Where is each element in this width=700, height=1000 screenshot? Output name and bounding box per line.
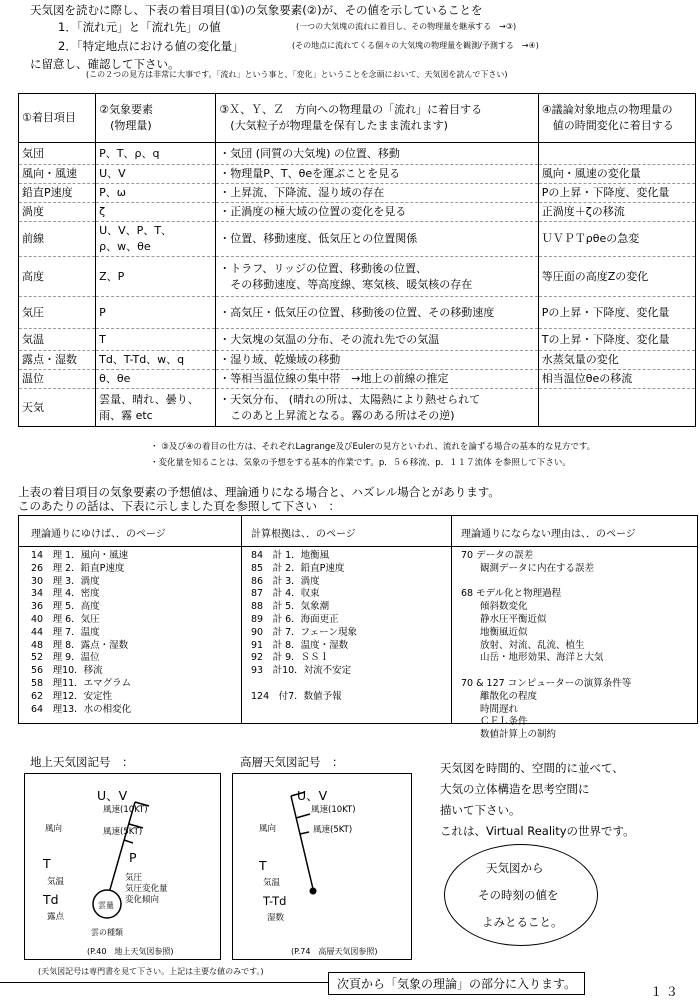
cell-item: 前線 [19, 222, 96, 257]
cell-item: 露点・湿数 [19, 351, 96, 370]
table-row [19, 297, 696, 329]
right-line1: 天気図を時間的、空間的に並べて、 [440, 761, 624, 775]
intro-line4: に留意し、確認して下さい。 [30, 57, 180, 71]
upper-speed5: 風速(5KT) [313, 825, 353, 835]
cell-elem: 雲量、晴れ、曇り、 雨、霧 etc [96, 389, 216, 427]
table-row [19, 351, 696, 370]
note-change: ・変化量を知ることは、気象の予想をする基本的作業です。p．５６移流、p．１１７流体 を参照して下さい。 [150, 458, 571, 468]
cell-item: 気団 [19, 143, 96, 165]
cell-elem: ζ [96, 203, 216, 222]
surface-Td: Td [43, 892, 59, 907]
header-element: ②気象要素 (物理量) [96, 94, 216, 143]
surface-uv: U、V [97, 788, 128, 803]
cell-elem: P、T、ρ、q [96, 143, 216, 165]
oval-line1: 天気図から [486, 861, 544, 875]
cell-flow: ・大気塊の気温の分布、その流れ先での気温 [216, 329, 538, 351]
surface-T: T [43, 856, 51, 871]
upper-symbol-title: 高層天気図記号 ： [240, 755, 344, 769]
cell-flow: ・正渦度の極大域の位置の変化を見る [216, 203, 538, 222]
cell-flow: ・物理量P、T、θeを運ぶことを見る [216, 165, 538, 184]
upper-T: T [259, 858, 267, 873]
right-line2: 大気の立体構造を思考空間に [440, 782, 590, 796]
intro-line1: 天気図を読むに際し、下表の着目項目(①)の気象要素(②)が、その値を示していることを [30, 3, 483, 17]
cell-elem: Td、T-Td、w、q [96, 351, 216, 370]
cell-elem: Z、P [96, 257, 216, 297]
ref-header-calc: 計算根拠は、．のページ [251, 529, 356, 540]
ref-header-reason: 理論通りにならない理由は、．のページ [461, 529, 636, 540]
cell-item: 気圧 [19, 297, 96, 329]
right-line4: これは、Virtual Realityの世界です。 [440, 824, 635, 838]
header-change: ④議論対象地点の物理量の 値の時間変化に着目する [538, 94, 695, 143]
surface-symbol-title: 地上天気図記号 ： [30, 755, 134, 769]
right-line3: 描いて下さい。 [440, 803, 521, 817]
ref-header-theory: 理論通りにゆけば、．のページ [31, 529, 166, 540]
surface-cloud-type: 雲の種類 [91, 928, 123, 937]
main-table [18, 93, 696, 427]
cell-flow: ・位置、移動速度、低気圧との位置関係 [216, 222, 538, 257]
cell-change: 水蒸気量の変化 [538, 351, 695, 370]
table-row [19, 389, 696, 427]
cell-item: 渦度 [19, 203, 96, 222]
table-row [19, 222, 696, 257]
table-header-row [19, 94, 696, 143]
table-row [19, 143, 696, 165]
cell-elem: P、ω [96, 184, 216, 203]
cell-flow: ・トラフ、リッジの位置、移動後の位置、 その移動速度、等高度線、寒気核、暖気核の存在 [216, 257, 538, 297]
surface-symbol-box [24, 773, 221, 960]
cell-change: 等圧面の高度Zの変化 [538, 257, 695, 297]
cell-flow: ・気団 (同質の大気塊) の位置、移動 [216, 143, 538, 165]
table-row [19, 329, 696, 351]
symbol-footnote: (天気図記号は専門書を見て下さい。上記は主要な値のみです。) [38, 967, 264, 976]
header-flow: ③Ｘ、Ｙ、Ｚ 方向への物理量の「流れ」に着目する (大気粒子が物理量を保有したまま流れます) [216, 94, 538, 143]
surface-pressure-change: 気圧変化量 [125, 884, 168, 894]
surface-direction: 風向 [45, 824, 63, 834]
upper-speed10: 風速(10KT) [311, 805, 356, 815]
upper-dewpoint-depression: 湿数 [267, 913, 285, 923]
cell-elem: θ、θe [96, 370, 216, 389]
cell-item: 鉛直P速度 [19, 184, 96, 203]
surface-dewpoint: 露点 [47, 912, 65, 922]
cell-change: 相当温位θeの移流 [538, 370, 695, 389]
upper-uv: U、V [297, 788, 328, 803]
cell-change: Tの上昇・下降度、変化量 [538, 329, 695, 351]
cell-change [538, 389, 695, 427]
intro-item2: 2．「特定地点における値の変化量」 [58, 39, 244, 53]
cell-item: 温位 [19, 370, 96, 389]
oval-line2: その時刻の値を [478, 888, 559, 902]
cell-item: 風向・風速 [19, 165, 96, 184]
cell-change: ＵＶＰＴρθeの急変 [538, 222, 695, 257]
cell-item: 高度 [19, 257, 96, 297]
table-row [19, 165, 696, 184]
ref-list-calc: 84 計 1．地衡風 85 計 2．鉛直P速度 86 計 3．渦度 87 計 4．収束 88 計 5．気象潮 89 計 6．海面更正 90 計 7．フェーン現象 91 計 8．温度・湿数 92 計 9．ＳＳＩ 93 計10．対流不安定 124 付7．数値予報 [251, 550, 357, 702]
ref-list-reason: 70 データの誤差 観測データに内在する誤差 68 モデル化と物理過程 傾斜数変化 静水圧平衡近似 地衡風近似 放射、対流、乱流、植生 山岳・地形効果、海洋と大気 70 & 127 コンピューターの演算条件等 離散化の程度 時間遅れ ＣＦＬ条件 数値計算上の制約 [461, 550, 632, 741]
table-row [19, 257, 696, 297]
upper-symbol-box [232, 773, 412, 960]
intro-item2-note: (その地点に流れてくる個々の大気塊の物理量を観測/予測する →④) [292, 41, 539, 50]
surface-temp: 気温 [47, 877, 65, 887]
intro-item1: 1．「流れ元」と「流れ先」の値 [58, 20, 221, 34]
cell-change: Pの上昇・下降度、変化量 [538, 184, 695, 203]
surface-ref: (P.40 地上天気図参照) [87, 947, 174, 956]
cell-elem: T [96, 329, 216, 351]
next-page-note: 次頁から「気象の理論」の部分に入ります。 [328, 972, 585, 995]
cell-flow: ・湿り域、乾燥域の移動 [216, 351, 538, 370]
intro-item1-note: (一つの大気塊の流れに着目し、その物理量を継承する →③) [296, 22, 517, 31]
header-item: ①着目項目 [19, 94, 96, 143]
surface-tendency: 変化傾向 [125, 895, 160, 905]
note-lagrange: ・ ③及び④の着目の仕方は、それぞれLagrange及びEulerの見方といわれ、流れを論ずる場合の基本的な見方です。 [150, 442, 596, 452]
surface-cloud-amount: 雲量 [98, 901, 114, 910]
table-row [19, 184, 696, 203]
cell-elem: U、V、P、T、 ρ、w、θe [96, 222, 216, 257]
table-row [19, 203, 696, 222]
upper-T-Td: T-Td [263, 894, 287, 908]
footer-rule [0, 982, 328, 983]
upper-ref: (P.74 高層天気図参照) [291, 947, 378, 956]
cell-flow: ・高気圧・低気圧の位置、移動後の位置、その移動速度 [216, 297, 538, 329]
cell-change [538, 143, 695, 165]
cell-flow: ・上昇流、下降流、湿り域の存在 [216, 184, 538, 203]
upper-temp: 気温 [263, 878, 281, 888]
page-number: １３ [650, 984, 682, 999]
surface-pressure: 気圧 [125, 873, 143, 883]
surface-speed10: 風速(10KT) [103, 805, 148, 815]
intro-line5: (この２つの見方は非常に大事です。「流れ」という事と、「変化」ということを念頭において、天気図を読んで下さい) [86, 70, 508, 79]
cell-flow: ・天気分布、 (晴れの所は、太陽熱により熱せられて このあと上昇流となる。霧のある所はその逆) [216, 389, 538, 427]
cell-elem: P [96, 297, 216, 329]
ref-list-theory: 14 理 1．風向・風速 26 理 2．鉛直P速度 30 理 3．渦度 34 理 4．密度 36 理 5．高度 40 理 6．気圧 44 理 7．温度 48 理 8．露点・湿数 52 理 9．温位 56 理10．移流 58 理11．エマグラム 62 理12．安定性 64 理13．水の相変化 [31, 550, 132, 715]
surface-speed5: 風速(5KT) [103, 827, 143, 837]
upper-direction: 風向 [259, 824, 277, 834]
cell-flow: ・等相当温位線の集中帯 →地上の前線の推定 [216, 370, 538, 389]
cell-item: 天気 [19, 389, 96, 427]
cell-item: 気温 [19, 329, 96, 351]
table-row [19, 370, 696, 389]
cell-change: 正渦度＋ζの移流 [538, 203, 695, 222]
cell-change: 風向・風速の変化量 [538, 165, 695, 184]
oval-line3: よみとること。 [482, 915, 563, 929]
cell-change: Pの上昇・下降度、変化量 [538, 297, 695, 329]
section2-line1: 上表の着目項目の気象要素の予想値は、理論通りになる場合と、ハズレル場合とがあります。 [18, 485, 500, 499]
cell-elem: U、V [96, 165, 216, 184]
section2-line2: このあたりの話は、下表に示しました頁を参照して下さい ： [18, 499, 340, 513]
reference-table [18, 515, 698, 741]
surface-P: P [129, 850, 137, 865]
